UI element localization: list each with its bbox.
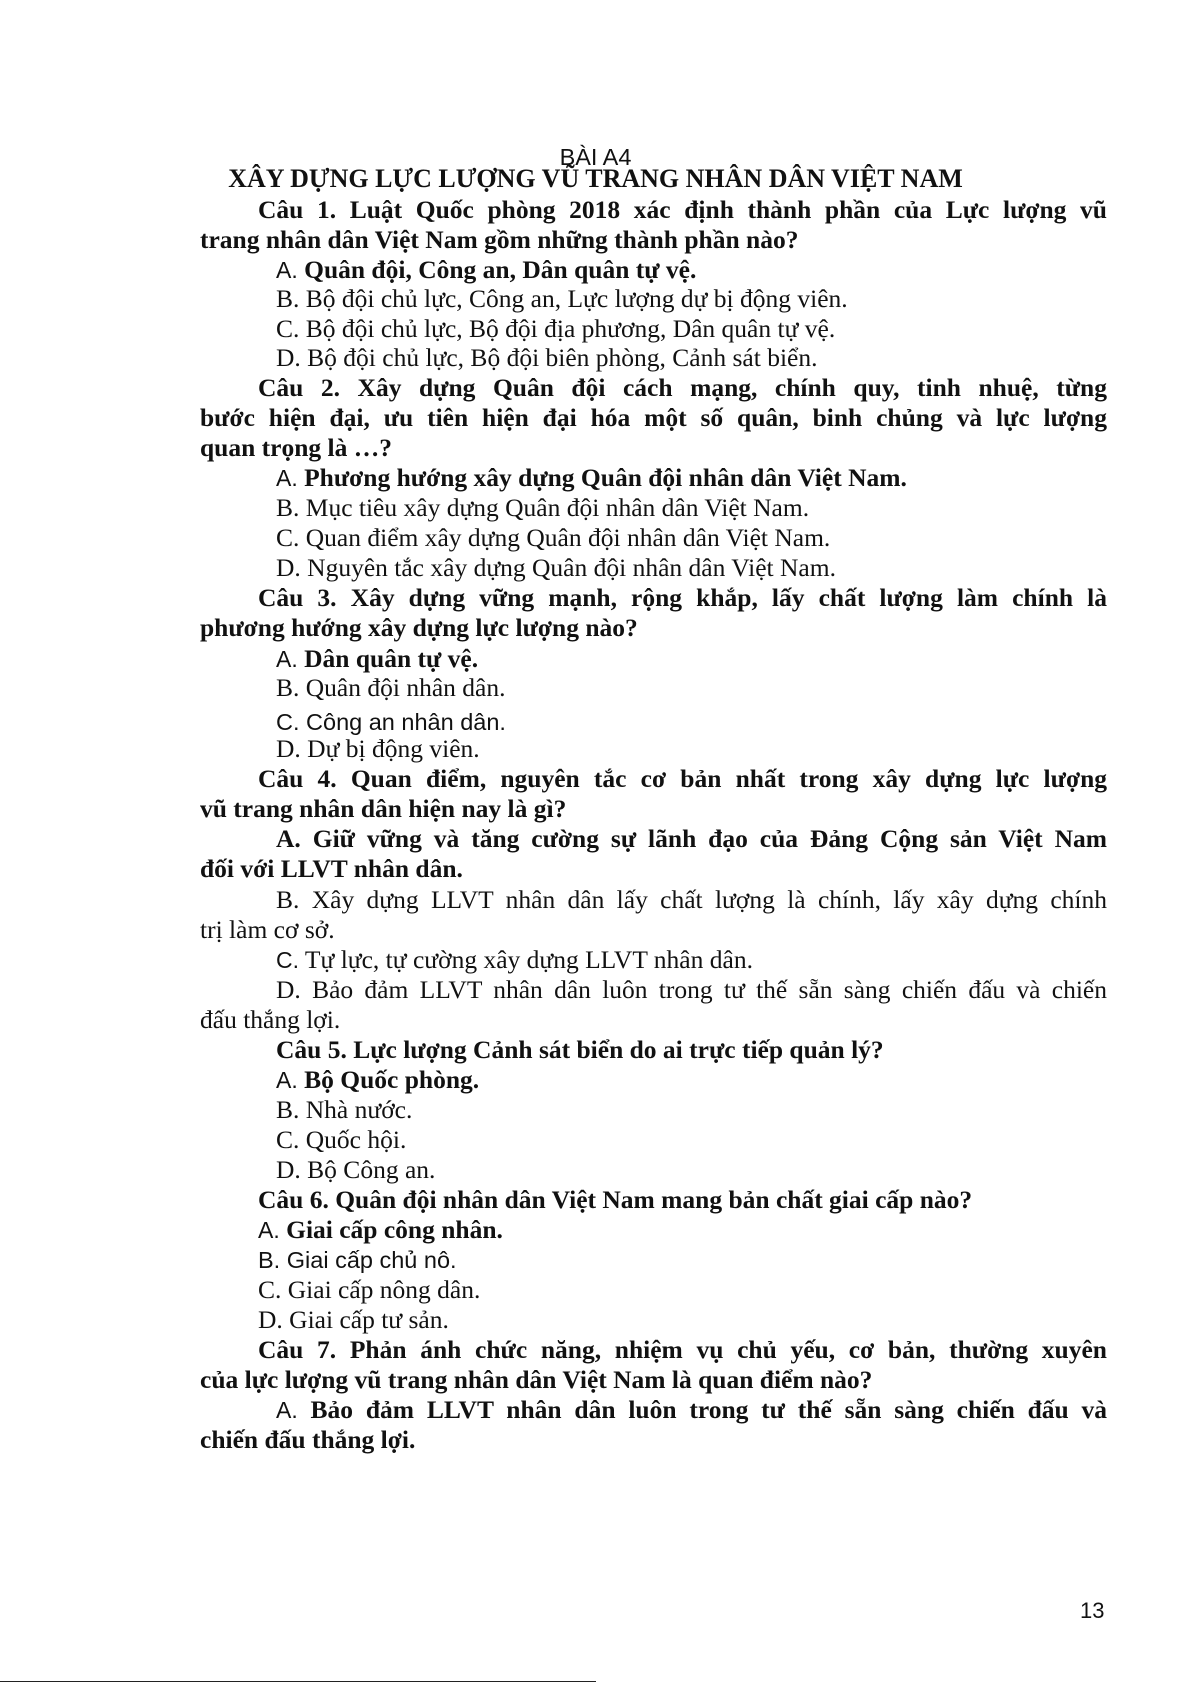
option-letter: D. [258,1305,283,1334]
option-letter: A. [276,465,298,491]
option-letter: A. [276,1067,298,1093]
question-2-prompt-line-2: bước hiện đại, ưu tiên hiện đại hóa một số quân, binh chủng và lực lượng [200,403,1107,432]
option-text: Quân đội nhân dân. [305,673,506,702]
question-4-prompt-line-1: Câu 4. Quan điểm, nguyên tắc cơ bản nhất trong xây dựng lực lượng [258,764,1107,793]
question-1-option-a [276,254,1107,286]
option-text: Mục tiêu xây dựng Quân đội nhân dân Việt Nam. [305,493,810,522]
question-5-option-b [276,1094,1107,1126]
question-1-prompt-line-2: trang nhân dân Việt Nam gồm những thành phần nào? [200,225,799,254]
option-text: Bộ đội chủ lực, Bộ đội địa phương, Dân quân tự vệ. [305,314,836,343]
question-2-option-c [276,522,1107,554]
option-text: Nguyên tắc xây dựng Quân đội nhân dân Việt Nam. [307,553,836,582]
option-letter: A. [276,646,298,672]
question-5-option-a [276,1064,1107,1096]
question-2-prompt-line-3: quan trọng là …? [200,433,392,462]
option-text: Dân quân tự vệ. [304,644,479,673]
option-letter: C. [276,314,300,343]
option-letter: A. [276,1397,298,1423]
question-3-prompt-line-1: Câu 3. Xây dựng vững mạnh, rộng khắp, lấy chất lượng làm chính là [258,583,1107,612]
option-text: Giai cấp tư sản. [289,1305,449,1334]
option-text: Bộ đội chủ lực, Công an, Lực lượng dự bị động viên. [305,284,848,313]
question-4-prompt-line-2: vũ trang nhân dân hiện nay là gì? [200,794,567,823]
question-7-prompt-line-1: Câu 7. Phản ánh chức năng, nhiệm vụ chủ yếu, cơ bản, thường xuyên [258,1335,1107,1364]
question-3-prompt-line-2: phương hướng xây dựng lực lượng nào? [200,613,638,642]
lesson-code: BÀI A4 [559,144,632,170]
option-letter: A. [276,257,298,283]
option-text: Nhà nước. [305,1095,413,1124]
option-letter: A. [258,1217,280,1243]
question-6-option-c [258,1274,1107,1306]
question-2-option-d [276,552,1107,584]
question-2-option-a [276,462,1107,494]
question-4-option-b-line-2: trị làm cơ sở. [200,915,335,944]
option-letter: B. [276,493,300,522]
question-3-option-a [276,643,1107,675]
option-text: Công an nhân dân. [306,709,506,735]
option-text: Quốc hội. [305,1125,407,1154]
option-letter: D. [276,553,301,582]
question-4-option-a-line-2: đối với LLVT nhân dân. [200,854,463,883]
option-letter: D. [276,1155,301,1184]
question-5-option-c [276,1124,1107,1156]
question-6-option-d [258,1304,1107,1336]
question-5-prompt-line-1: Câu 5. Lực lượng Cảnh sát biển do ai trực tiếp quản lý? [276,1035,884,1064]
question-3-option-d [276,733,1107,765]
footer-rule [0,1681,596,1682]
page-number: 13 [1080,1598,1105,1623]
option-text: Quân đội, Công an, Dân quân tự vệ. [304,255,697,284]
option-text: Phương hướng xây dựng Quân đội nhân dân Việt Nam. [304,463,907,492]
question-4-option-c [276,944,1107,976]
option-letter: D. [276,343,301,372]
question-3-option-b [276,672,1107,704]
option-letter: C. [258,1275,282,1304]
option-letter: C. [276,523,300,552]
option-letter: C. [276,709,300,735]
option-letter: B. [276,673,300,702]
option-text: Tự lực, tự cường xây dựng LLVT nhân dân. [304,945,753,974]
option-text: Giai cấp chủ nô. [286,1247,457,1273]
option-text-line-1: Giữ vững và tăng cường sự lãnh đạo của Đảng Cộng sản Việt Nam [312,824,1108,853]
question-7-prompt-line-2: của lực lượng vũ trang nhân dân Việt Nam là quan điểm nào? [200,1365,873,1394]
question-6-option-b [258,1244,1107,1276]
question-1-option-b [276,283,1107,315]
question-2-option-b [276,492,1107,524]
question-6-option-a [258,1214,1107,1246]
question-4-option-a [276,823,1107,855]
question-4-option-d-line-2: đấu thắng lợi. [200,1005,341,1034]
option-text-line-1: Bảo đảm LLVT nhân dân luôn trong tư thế sẵn sàng chiến đấu và chiến [312,975,1107,1004]
option-text-line-1: Xây dựng LLVT nhân dân lấy chất lượng là chính, lấy xây dựng chính [311,885,1107,914]
question-6-prompt-line-1: Câu 6. Quân đội nhân dân Việt Nam mang bản chất giai cấp nào? [258,1185,973,1214]
option-letter: D. [276,975,301,1004]
question-4-option-d [276,974,1107,1006]
question-1-option-d [276,342,1107,374]
question-1-option-c [276,313,1107,345]
question-1-prompt-line-1: Câu 1. Luật Quốc phòng 2018 xác định thành phần của Lực lượng vũ [258,195,1107,224]
option-letter: B. [276,284,300,313]
option-text: Giai cấp nông dân. [287,1275,481,1304]
option-letter: D. [276,734,301,763]
option-text: Giai cấp công nhân. [286,1215,503,1244]
option-letter: B. [258,1247,281,1273]
option-text: Bộ đội chủ lực, Bộ đội biên phòng, Cảnh sát biển. [307,343,818,372]
option-letter: C. [276,1125,300,1154]
option-text: Dự bị động viên. [307,734,480,763]
option-text: Bộ Quốc phòng. [304,1065,480,1094]
option-letter: A. [276,824,301,853]
question-7-option-a-line-2: chiến đấu thắng lợi. [200,1425,416,1454]
question-5-option-d [276,1154,1107,1186]
question-2-prompt-line-1: Câu 2. Xây dựng Quân đội cách mạng, chính quy, tinh nhuệ, từng [258,373,1107,402]
option-text-line-1: Bảo đảm LLVT nhân dân luôn trong tư thế sẵn sàng chiến đấu và [310,1395,1107,1424]
lesson-title: XÂY DỰNG LỰC LƯỢNG VŨ TRANG NHÂN DÂN VIỆT NAM [228,164,963,193]
option-text: Bộ Công an. [307,1155,436,1184]
question-7-option-a [276,1394,1107,1426]
option-letter: B. [276,1095,300,1124]
option-letter: C. [276,947,299,973]
option-letter: B. [276,885,300,914]
question-4-option-b [276,884,1107,916]
option-text: Quan điểm xây dựng Quân đội nhân dân Việt Nam. [305,523,831,552]
